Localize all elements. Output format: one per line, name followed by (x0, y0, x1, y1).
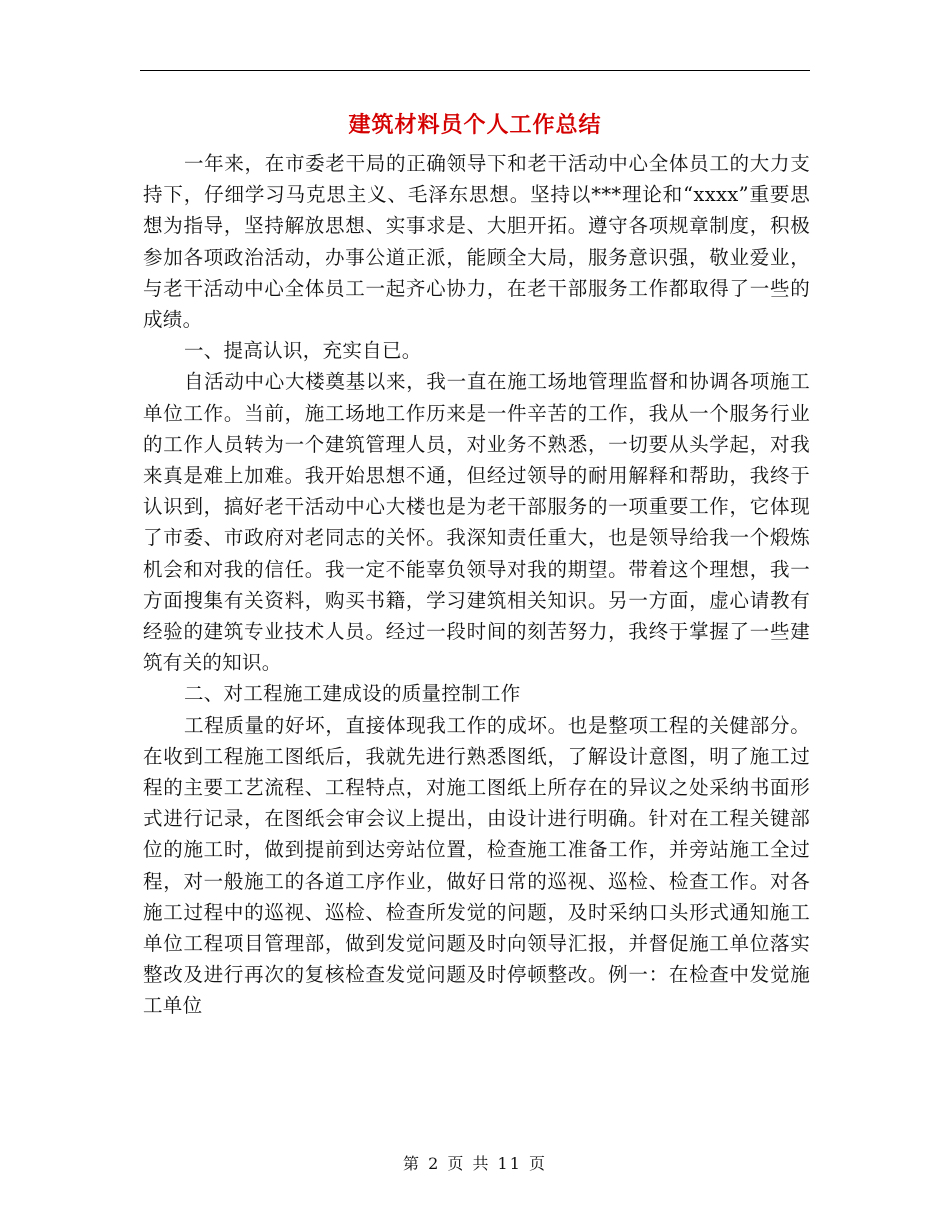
paragraph-section-2: 工程质量的好坏，直接体现我工作的成坏。也是整项工程的关健部分。在收到工程施工图纸后，我就先进行熟悉图纸，了解设计意图，明了施工过程的主要工艺流程、工程特点，对施工图纸上所存在的异议之处采纳书面形式进行记录，在图纸会审会议上提出，由设计进行明确。针对在工程关键部位的施工时，做到提前到达旁站位置，检查施工准备工作，并旁站施工全过程，对一般施工的各道工序作业，做好日常的巡视、巡检、检查工作。对各施工过程中的巡视、巡检、检查所发觉的问题，及时采纳口头形式通知施工单位工程项目管理部，做到发觉问题及时向领导汇报，并督促施工单位落实整改及进行再次的复核检查发觉问题及时停顿整改。例一：在检查中发觉施工单位 (143, 713, 810, 1018)
header-rule (140, 70, 810, 71)
section-heading-1: 一、提高认识，充实自已。 (183, 339, 422, 363)
section-heading-2: 二、对工程施工建成设的质量控制工作 (183, 682, 521, 706)
page-number: 第 2 页 共 11 页 (403, 1154, 547, 1173)
document-title: 建筑材料员个人工作总结 (348, 113, 602, 138)
paragraph-section-1: 自活动中心大楼奠基以来，我一直在施工场地管理监督和协调各项施工单位工作。当前，施工场地工作历来是一件辛苦的工作，我从一个服务行业的工作人员转为一个建筑管理人员，对业务不熟悉，一切要从头学起，对我来真是难上加难。我开始思想不通，但经过领导的耐用解释和帮助，我终于认识到，搞好老干活动中心大楼也是为老干部服务的一项重要工作，它体现了市委、市政府对老同志的关怀。我深知责任重大，也是领导给我一个煅炼机会和对我的信任。我一定不能辜负领导对我的期望。带着这个理想，我一方面搜集有关资料，购买书籍，学习建筑相关知识。另一方面，虚心请教有经验的建筑专业技术人员。经过一段时间的刻苦努力，我终于掌握了一些建筑有关的知识。 (143, 370, 810, 675)
paragraph-intro: 一年来，在市委老干局的正确领导下和老干活动中心全体员工的大力支持下，仔细学习马克思主义、毛泽东思想。坚持以***理论和“xxxx”重要思想为指导，坚持解放思想、实事求是、大胆开拓。遵守各项规章制度，积极参加各项政治活动，办事公道正派，能顾全大局，服务意识强，敬业爱业，与老干活动中心全体员工一起齐心协力，在老干部服务工作都取得了一些的成绩。 (143, 152, 810, 332)
document-body (143, 148, 810, 1022)
